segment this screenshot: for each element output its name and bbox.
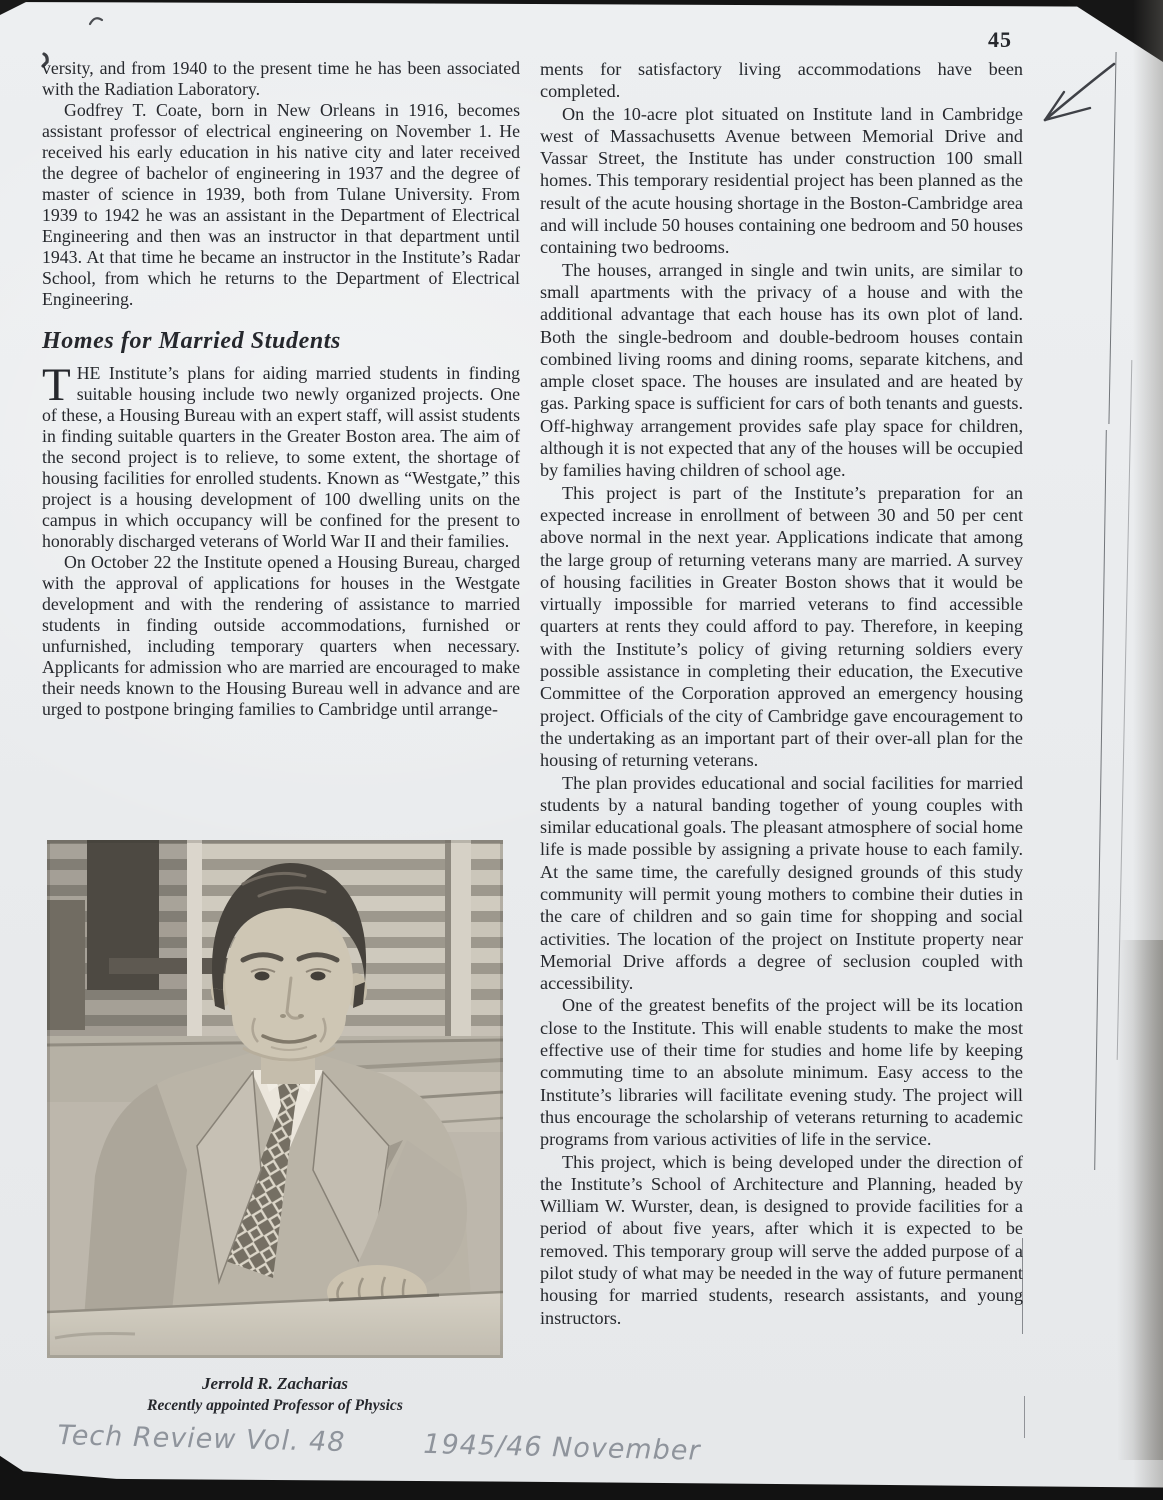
page-edge-line: [1094, 430, 1107, 1170]
right-column: [540, 58, 1023, 1329]
page-edge-shadow-bottom: [1117, 940, 1163, 1460]
paragraph: This project is part of the Institute’s preparation for an expected increase in enrollment of between 30 and 50 per cent above normal in the next year. Applications indicate that among the large group of returning veterans many are married. A survey of housing facilities in Greater Boston shows that it would be virtually impossible for married veterans to find accessible quarters at rents they could afford to pay. Therefore, in keeping with the Institute’s policy of giving returning soldiers every possible assistance in completing their education, the Executive Committee of the Corporation approved an emergency housing project. Officials of the city of Cambridge gave encouragement to the undertaking as an important part of their over-all plan for the housing of returning veterans.: [540, 482, 1023, 771]
photo-caption-title: Recently appointed Professor of Physics: [147, 1397, 403, 1414]
left-column: [42, 58, 520, 720]
paragraph: The houses, arranged in single and twin units, are similar to small apartments with the privacy of a house and with the additional advantage that each house has its own plot of land. Both the single-bedroom and double-bedroom houses contain combined living rooms and dining rooms, separate kitchens, and ample closet space. The houses are insulated and are heated by gas. Parking space is sufficient for cars of both tenants and guests. Off-highway arrangement provides safe play space for children, although it is not expected that any of the houses will be occupied by families having children of school age.: [540, 259, 1023, 481]
paragraph-text: HE Institute’s plans for aiding married students in finding suitable housing include two newly organized projects. One of these, a Housing Bureau with an expert staff, will assist students in finding suitable quarters in the Greater Boston area. The aim of the second project is to relieve, to some extent, the shortage of housing facilities for enrolled students. Known as “Westgate,” this project is a housing development of 100 dwelling units on the campus in which occupancy will be confined for the present to honorably discharged veterans of World War II and their families.: [42, 363, 520, 551]
paragraph: ments for satisfactory living accommodations have been completed.: [540, 59, 1023, 102]
page-edge-line: [1024, 1396, 1025, 1438]
paragraph: This project, which is being developed under the direction of the Institute’s School of Architecture and Planning, headed by William W. Wurster, dean, is designed to provide facilities for a period of about five years, after which it is expected to be removed. This temporary group will serve the added purpose of a pilot study of what may be needed in the way of future permanent housing for married students, research assistants, and young instructors.: [540, 1151, 1023, 1328]
page-number: 45: [988, 27, 1012, 52]
paragraph: One of the greatest benefits of the project will be its location close to the Institute. This will enable students to make the most effective use of their time for studies and home life by keeping commuting time to an absolute minimum. Easy access to the Institute’s libraries will facilitate evening study. The project will thus encourage the scholarship of veterans returning to academic programs from various activities of life in the service.: [540, 995, 1023, 1150]
paragraph: Godfrey T. Coate, born in New Orleans in 1916, becomes assistant professor of electrical engineering on November 1. He received his early education in his native city and later received the degree of bachelor of engineering in 1937 and the degree of master of science in 1939, both from Tulane University. From 1939 to 1942 he was an assistant in the Department of Electrical Engineering and then was an instructor in that department until 1943. At that time he became an instructor in the Institute’s Radar School, from which he returns to the Department of Electrical Engineering.: [42, 100, 520, 309]
scan-corner-top-left: [0, 0, 30, 15]
photo-caption: [47, 1374, 503, 1415]
paragraph: The plan provides educational and social facilities for married students by a natural banding together of young couples with similar educational goals. The pleasant atmosphere of social home life is made possible by assigning a private house to each family. At the same time, the carefully designed grounds of this study community will permit young mothers to combine their duties in the care of children and so gain time for shopping and social activities. The location of the project on Institute property near Memorial Drive affords a degree of seclusion coupled with accessibility.: [540, 772, 1023, 994]
drop-cap: T: [42, 359, 71, 411]
scan-edge-top: [0, 0, 1163, 7]
paragraph: On October 22 the Institute opened a Housing Bureau, charged with the approval of applications for houses in the Westgate development and with the rendering of assistance to married students in finding outside accommodations, furnished or unfurnished, including temporary quarters when necessary. Applicants for admission who are married are encouraged to make their needs known to the Housing Bureau well in advance and are urged to postpone bringing families to Cambridge until arrange-: [42, 552, 520, 719]
portrait-photo: [47, 840, 503, 1358]
paragraph: versity, and from 1940 to the present time he has been associated with the Radiation Laboratory.: [42, 58, 520, 99]
photo-caption-name: Jerrold R. Zacharias: [202, 1374, 348, 1393]
paragraph-with-dropcap: [42, 359, 520, 552]
hand-drawn-arrow-icon: [1018, 56, 1138, 136]
paragraph: On the 10-acre plot situated on Institute land in Cambridge west of Massachusetts Avenue between Memorial Drive and Vassar Street, the Institute has under construction 100 small homes. This temporary residential project has been planned as the result of the acute housing shortage in the Boston-Cambridge area and will include 50 houses containing one bedroom and 50 houses containing two bedrooms.: [540, 103, 1023, 258]
handwritten-note-date: 1945/46 November: [423, 1428, 701, 1467]
section-heading: Homes for Married Students: [42, 328, 341, 354]
handwritten-note: [57, 1420, 778, 1469]
handwritten-note-volume: Tech Review Vol. 48: [57, 1420, 346, 1459]
